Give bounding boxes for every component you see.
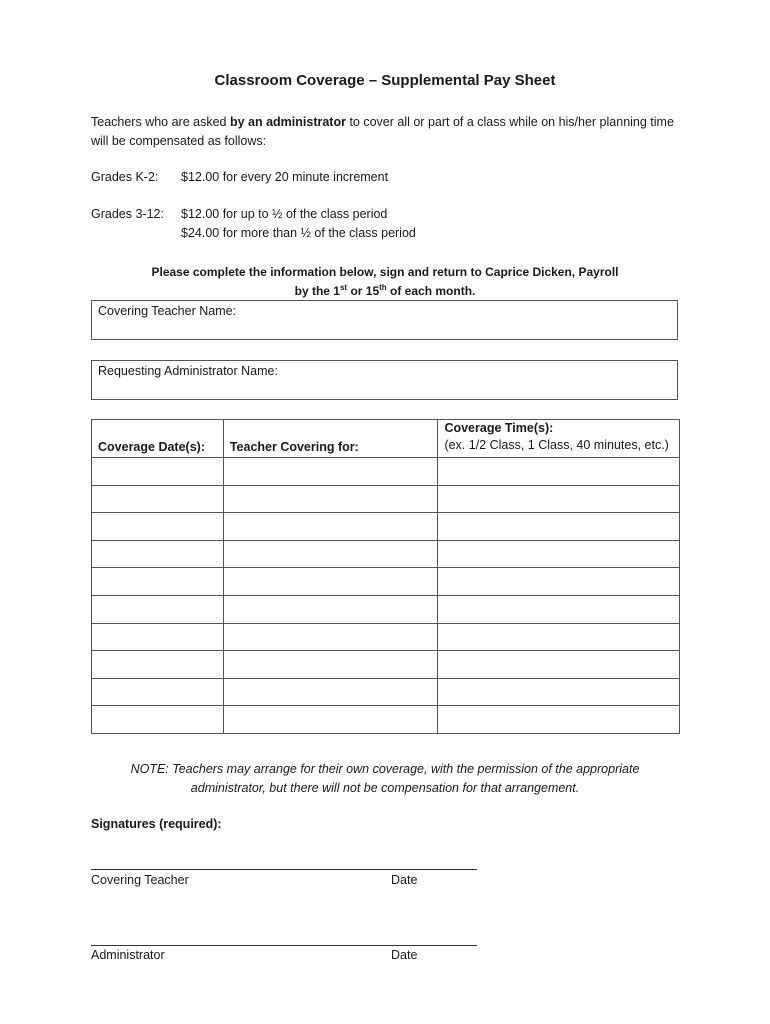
note-line-2: administrator, but there will not be compensation for that arrangement. xyxy=(190,781,580,795)
grades-k2-label: Grades K-2: xyxy=(91,170,159,184)
coverage-time-cell[interactable] xyxy=(438,623,680,651)
table-row xyxy=(92,678,680,706)
coverage-date-cell[interactable] xyxy=(92,651,224,679)
header-coverage-times xyxy=(438,420,680,458)
teacher-covering-for-cell[interactable] xyxy=(223,485,438,513)
table-row xyxy=(92,540,680,568)
page-title: Classroom Coverage – Supplemental Pay Sheet xyxy=(214,72,556,89)
teacher-covering-for-cell[interactable] xyxy=(223,623,438,651)
covering-teacher-name-label: Covering Teacher Name: xyxy=(98,304,237,318)
coverage-time-cell[interactable] xyxy=(438,568,680,596)
intro-text-bold: by an administrator xyxy=(229,115,346,129)
teacher-covering-for-cell[interactable] xyxy=(223,678,438,706)
grades-3-12-rate-more: $24.00 for more than ½ of the class period xyxy=(181,226,416,240)
intro-text-end: to cover all or part of a class while on his/her planning time will be compensated as follows: xyxy=(91,115,674,148)
teacher-covering-for-cell[interactable] xyxy=(223,513,438,541)
requesting-administrator-name-label: Requesting Administrator Name: xyxy=(98,364,278,378)
coverage-time-cell[interactable] xyxy=(438,458,680,486)
coverage-date-cell[interactable] xyxy=(92,623,224,651)
coverage-time-cell[interactable] xyxy=(438,485,680,513)
note xyxy=(0,760,770,798)
grades-k2-rate: $12.00 for every 20 minute increment xyxy=(181,170,389,184)
instructions-by-the: by the 1 xyxy=(294,284,340,298)
instructions-of-each-month: of each month. xyxy=(386,284,476,298)
coverage-date-cell[interactable] xyxy=(92,595,224,623)
coverage-date-cell[interactable] xyxy=(92,706,224,734)
teacher-covering-for-cell[interactable] xyxy=(223,651,438,679)
coverage-date-cell[interactable] xyxy=(92,458,224,486)
covering-teacher-name-field[interactable] xyxy=(91,300,678,340)
table-row xyxy=(92,651,680,679)
coverage-date-cell[interactable] xyxy=(92,678,224,706)
header-coverage-times-title: Coverage Time(s): xyxy=(444,421,554,435)
coverage-time-cell[interactable] xyxy=(438,706,680,734)
intro-paragraph xyxy=(91,113,691,151)
coverage-date-cell[interactable] xyxy=(92,513,224,541)
covering-teacher-signature-line[interactable] xyxy=(91,855,477,870)
intro-text-start: Teachers who are asked xyxy=(91,115,230,129)
coverage-time-cell[interactable] xyxy=(438,513,680,541)
coverage-table-header xyxy=(92,420,680,458)
table-row xyxy=(92,623,680,651)
instructions-line-1: Please complete the information below, sign and return to Caprice Dicken, Payroll xyxy=(151,265,619,279)
coverage-time-cell[interactable] xyxy=(438,595,680,623)
coverage-date-cell[interactable] xyxy=(92,485,224,513)
teacher-covering-for-cell[interactable] xyxy=(223,706,438,734)
table-row xyxy=(92,458,680,486)
signatures-heading: Signatures (required): xyxy=(91,817,222,831)
coverage-table xyxy=(91,419,680,734)
ordinal-th: th xyxy=(379,283,387,292)
header-teacher-covering-for: Teacher Covering for: xyxy=(223,420,438,458)
administrator-date-label: Date xyxy=(391,948,418,962)
table-row xyxy=(92,513,680,541)
coverage-date-cell[interactable] xyxy=(92,540,224,568)
instructions-or-15: or 15 xyxy=(347,284,380,298)
teacher-covering-for-cell[interactable] xyxy=(223,540,438,568)
teacher-covering-for-cell[interactable] xyxy=(223,568,438,596)
header-coverage-dates: Coverage Date(s): xyxy=(92,420,224,458)
teacher-covering-for-cell[interactable] xyxy=(223,458,438,486)
covering-teacher-date-label: Date xyxy=(391,873,418,887)
coverage-time-cell[interactable] xyxy=(438,651,680,679)
teacher-covering-for-cell[interactable] xyxy=(223,595,438,623)
table-row xyxy=(92,706,680,734)
table-row xyxy=(92,568,680,596)
instructions-line-2 xyxy=(0,282,770,301)
table-row xyxy=(92,595,680,623)
grades-3-12-label: Grades 3-12: xyxy=(91,207,164,221)
coverage-table-body xyxy=(92,458,680,734)
administrator-signature-label: Administrator xyxy=(91,948,165,962)
ordinal-st: st xyxy=(339,283,348,292)
coverage-time-cell[interactable] xyxy=(438,540,680,568)
administrator-signature-line[interactable] xyxy=(91,931,477,946)
coverage-time-cell[interactable] xyxy=(438,678,680,706)
table-row xyxy=(92,485,680,513)
covering-teacher-signature-label: Covering Teacher xyxy=(91,873,189,887)
grades-3-12-rate-half: $12.00 for up to ½ of the class period xyxy=(181,207,388,221)
header-coverage-times-example: (ex. 1/2 Class, 1 Class, 40 minutes, etc.) xyxy=(444,438,669,452)
coverage-date-cell[interactable] xyxy=(92,568,224,596)
requesting-administrator-name-field[interactable] xyxy=(91,360,678,400)
note-line-1: NOTE: Teachers may arrange for their own coverage, with the permission of the appropriate xyxy=(130,762,640,776)
